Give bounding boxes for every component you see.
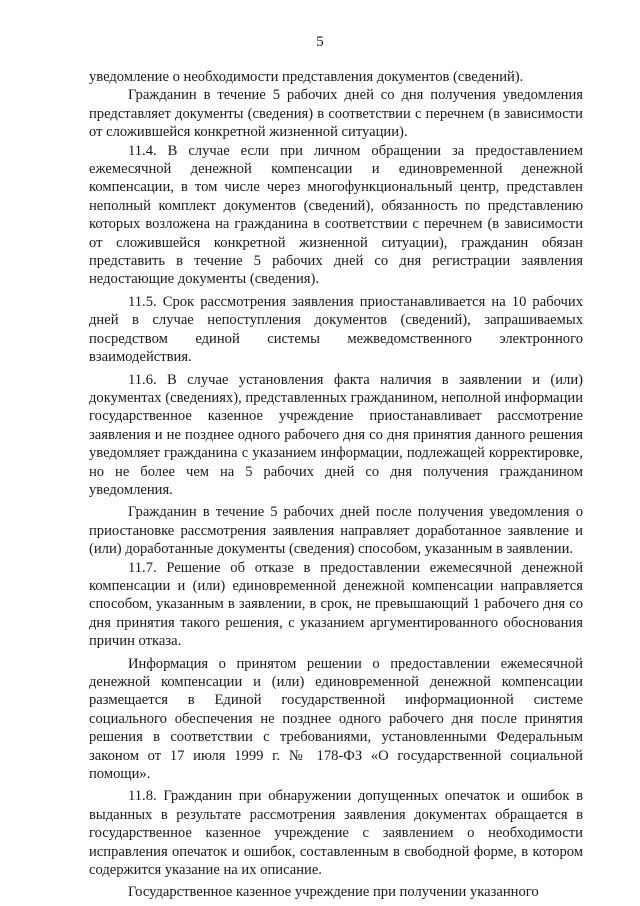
paragraph-11-5: 11.5. Срок рассмотрения заявления приостанавливается на 10 рабочих дней в случае непоступления документов (сведений), запрашиваемых посредством единой системы межведомственного электронного взаимодействия. (89, 293, 583, 366)
document-body (89, 68, 583, 902)
paragraph-11-6: 11.6. В случае установления факта наличия в заявлении и (или) документах (сведениях), представленных гражданином, неполной информации государственное казенное учреждение приостанавливает рассмотрение заявления и не позднее одного рабочего дня со дня принятия данного решения уведомляет гражданина с указанием информации, подлежащей корректировке, но не более чем на 5 рабочих дней со дня получения гражданином уведомления. (89, 371, 583, 498)
paragraph-continuation: уведомление о необходимости представления документов (сведений). (89, 69, 524, 85)
paragraph-11-4: 11.4. В случае если при личном обращении за предоставлением ежемесячной денежной компенсации и единовременной денежной компенсации, в том числе через многофункциональный центр, представлен неполный комплект документов (сведений), обязанность по представлению которых возложена на гражданина в соответствии с перечнем (в зависимости от сложившейся конкретной жизненной ситуации), гражданин обязан представить в течение 5 рабочих дней со дня регистрации заявления недостающие документы (сведения). (89, 142, 583, 288)
paragraph-institution-receipt: Государственное казенное учреждение при получении указанного (128, 884, 539, 901)
paragraph-11-7: 11.7. Решение об отказе в предоставлении ежемесячной денежной компенсации и (или) единовременной денежной компенсации направляется способом, указанным в заявлении, в срок, не превышающий 1 рабочего дня со дня принятия такого решения, с указанием аргументированного обоснования причин отказа. (89, 559, 583, 650)
page-number: 5 (316, 34, 324, 50)
paragraph-11-8: 11.8. Гражданин при обнаружении допущенных опечаток и ошибок в выданных в результате рассмотрения заявления документах обращается в государственное казенное учреждение с заявлением о необходимости исправления опечаток и ошибок, составленным в свободной форме, в котором содержится указание на их описание. (89, 788, 583, 879)
paragraph-egisso-info: Информация о принятом решении о предоставлении ежемесячной денежной компенсации и (или) единовременной денежной компенсации размещается в Единой государственной информационной системе социального обеспечения не позднее одного рабочего дня после принятия решения в соответствии с требованиями, установленными Федеральным законом от 17 июля 1999 г. № 178-ФЗ «О государственной социальной помощи». (89, 655, 583, 783)
paragraph-suspension-response: Гражданин в течение 5 рабочих дней после получения уведомления о приостановке рассмотрения заявления направляет доработанное заявление и (или) доработанные документы (сведения) способом, указанным в заявлении. (89, 504, 583, 558)
paragraph-citizen-documents: Гражданин в течение 5 рабочих дней со дня получения уведомления представляет документы (сведения) в соответствии с перечнем (в зависимости от сложившейся конкретной жизненной ситуации). (89, 87, 583, 141)
